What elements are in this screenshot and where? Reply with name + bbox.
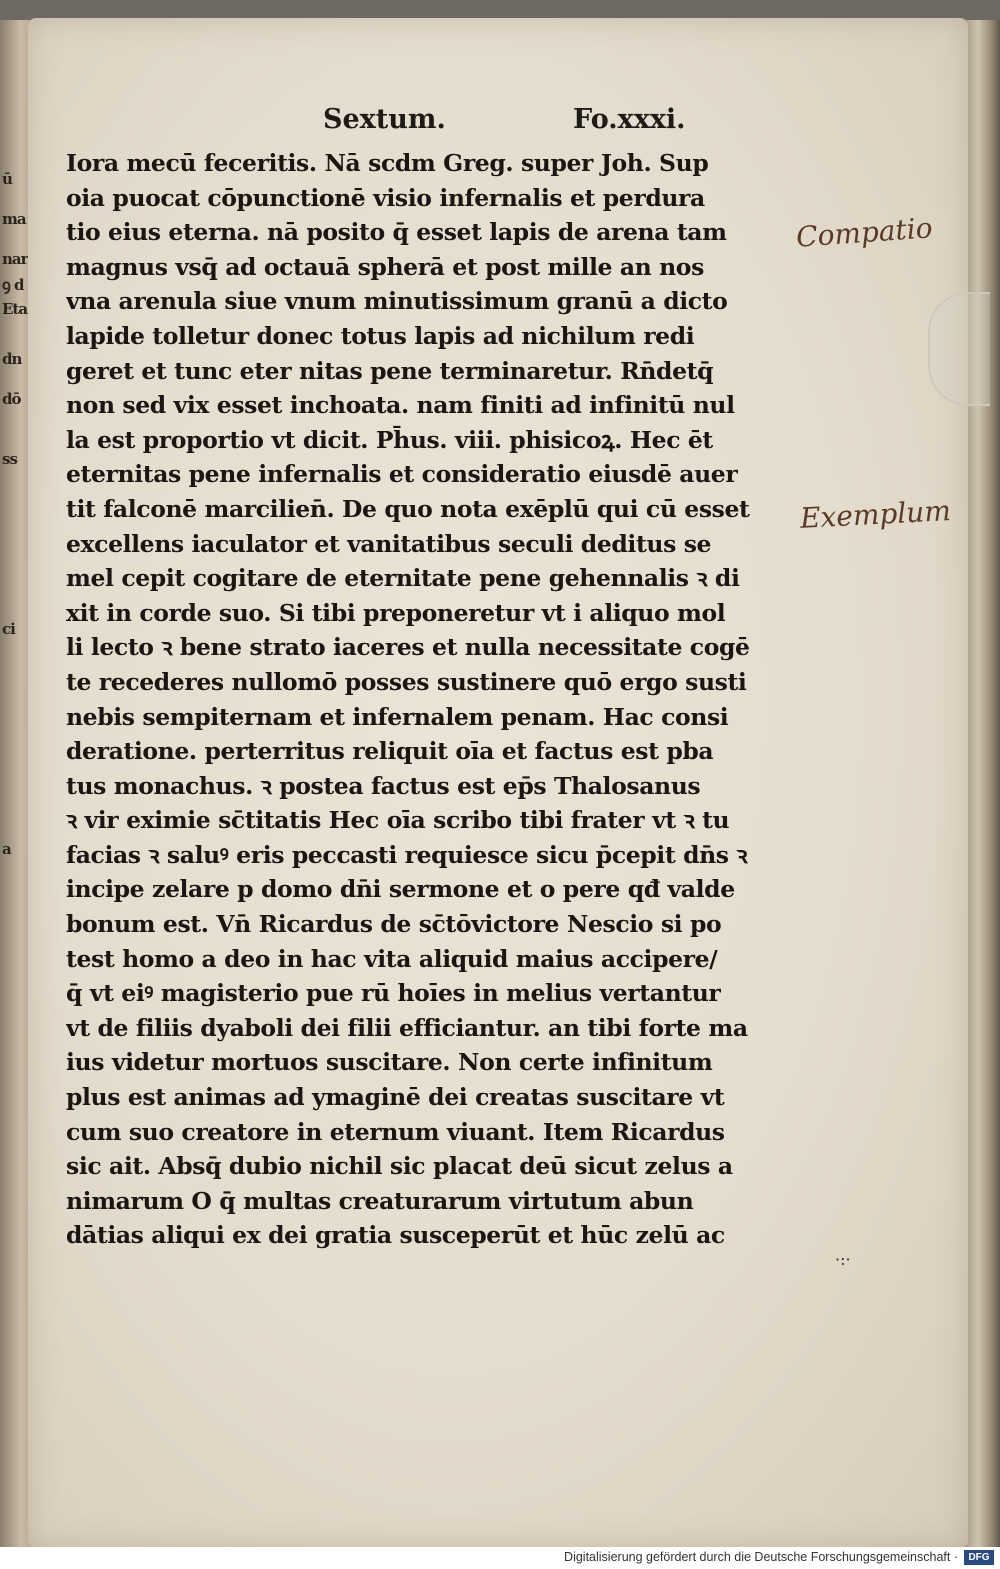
folio-number: Fo.xxxi.	[573, 104, 686, 135]
facing-page-fragment: ci	[2, 620, 15, 638]
text-line: ius videtur mortuos suscitare. Non certe infinitum	[66, 1048, 713, 1077]
text-line: la est proportio vt dicit. Ph̄us. viii. phisicoꝝ. Hec ēt	[66, 425, 713, 454]
dfg-logo: DFG	[964, 1550, 994, 1565]
facing-page-fragment: nar	[2, 250, 28, 268]
marginal-note: Exemplum	[799, 494, 952, 535]
text-line: test homo a deo in hac vita aliquid maius accipere/	[66, 944, 718, 973]
text-line: vna arenula siue vnum minutissimum granū a dicto	[66, 287, 728, 316]
text-line: lapide tolletur donec totus lapis ad nichilum redi	[66, 321, 695, 350]
main-text-block	[66, 146, 778, 1253]
text-line: sic ait. Absq̄ dubio nichil sic placat deū sicut zelus a	[66, 1152, 733, 1181]
text-line: ꝛ vir eximie sc̄titatis Hec oīa scribo tibi frater vt ꝛ tu	[66, 806, 730, 835]
text-line: tus monachus. ꝛ postea factus est ep̄s Thalosanus	[66, 771, 701, 800]
text-line: vt de filiis dyaboli dei filii efficiantur. an tibi forte ma	[66, 1013, 748, 1042]
facing-page-fragment: ma	[2, 210, 26, 228]
text-line: oia puocat cōpunctionē visio infernalis et perdura	[66, 183, 705, 212]
text-line: facias ꝛ saluꝰ eris peccasti requiesce sicu p̄cepit dn̄s ꝛ	[66, 840, 748, 869]
text-line: dātias aliqui ex dei gratia susceperūt et hūc zelū ac	[66, 1221, 725, 1250]
facing-page-fragment: ꝯ d	[2, 276, 24, 294]
facing-page-fragment: dō	[2, 390, 21, 408]
text-line: cum suo creatore in eternum viuant. Item Ricardus	[66, 1117, 725, 1146]
facing-page-fragment: Eta	[2, 300, 28, 318]
text-line: xit in corde suo. Si tibi preponeretur vt i aliquo mol	[66, 598, 726, 627]
facing-page-fragment: ū	[2, 170, 12, 188]
text-line: Iora mecū feceritis. Nā scdm Greg. super Joh. Sup	[66, 149, 709, 177]
text-line: incipe zelare p domo dn̄i sermone et o pere qđ valde	[66, 875, 735, 904]
text-line: non sed vix esset inchoata. nam finiti ad infinitū nul	[66, 391, 735, 420]
facing-page-fragment: a	[2, 840, 11, 858]
digitization-footer	[0, 1547, 1000, 1569]
facing-page-fragment: ss	[2, 450, 17, 468]
page-clip	[928, 292, 990, 406]
text-line: geret et tunc eter nitas pene terminaretur. Rn̄detq̄	[66, 356, 714, 385]
page-header	[0, 104, 1000, 144]
text-line: mel cepit cogitare de eternitate pene gehennalis ꝛ di	[66, 564, 740, 593]
text-line: deratione. perterritus reliquit oīa et factus est pba	[66, 737, 714, 766]
running-title: Sextum.	[323, 104, 446, 135]
text-line: tio eius eterna. nā posito q̄ esset lapis de arena tam	[66, 218, 727, 247]
text-line: magnus vsq̄ ad octauā spherā et post mille an nos	[66, 252, 704, 281]
text-line: plus est animas ad ymaginē dei creatas suscitare vt	[66, 1083, 725, 1112]
facing-page-fragment: dn	[2, 350, 22, 368]
margin-mark: ·:·	[835, 1250, 851, 1269]
marginal-note: Compatio	[795, 211, 934, 254]
text-line: excellens iaculator et vanitatibus seculi deditus se	[66, 529, 712, 558]
text-line: bonum est. Vn̄ Ricardus de sc̄tōvictore Nescio si po	[66, 910, 722, 939]
text-line: nebis sempiternam et infernalem penam. Hac consi	[66, 702, 729, 731]
text-line: li lecto ꝛ bene strato iaceres et nulla necessitate cogē	[66, 633, 750, 662]
book-fore-edge	[964, 20, 1000, 1550]
text-line: nimarum O q̄ multas creaturarum virtutum abun	[66, 1186, 694, 1215]
text-line: te recederes nullomō posses sustinere quō ergo susti	[66, 667, 747, 696]
text-line: tit falconē marcilien̄. De quo nota exēplū qui cū esset	[66, 494, 750, 523]
text-line: eternitas pene infernalis et consideratio eiusdē auer	[66, 460, 738, 489]
text-line: q̄ vt eiꝰ magisterio pue rū hoīes in melius vertantur	[66, 979, 721, 1008]
funding-credit: Digitalisierung gefördert durch die Deutsche Forschungsgemeinschaft ·	[564, 1550, 958, 1564]
